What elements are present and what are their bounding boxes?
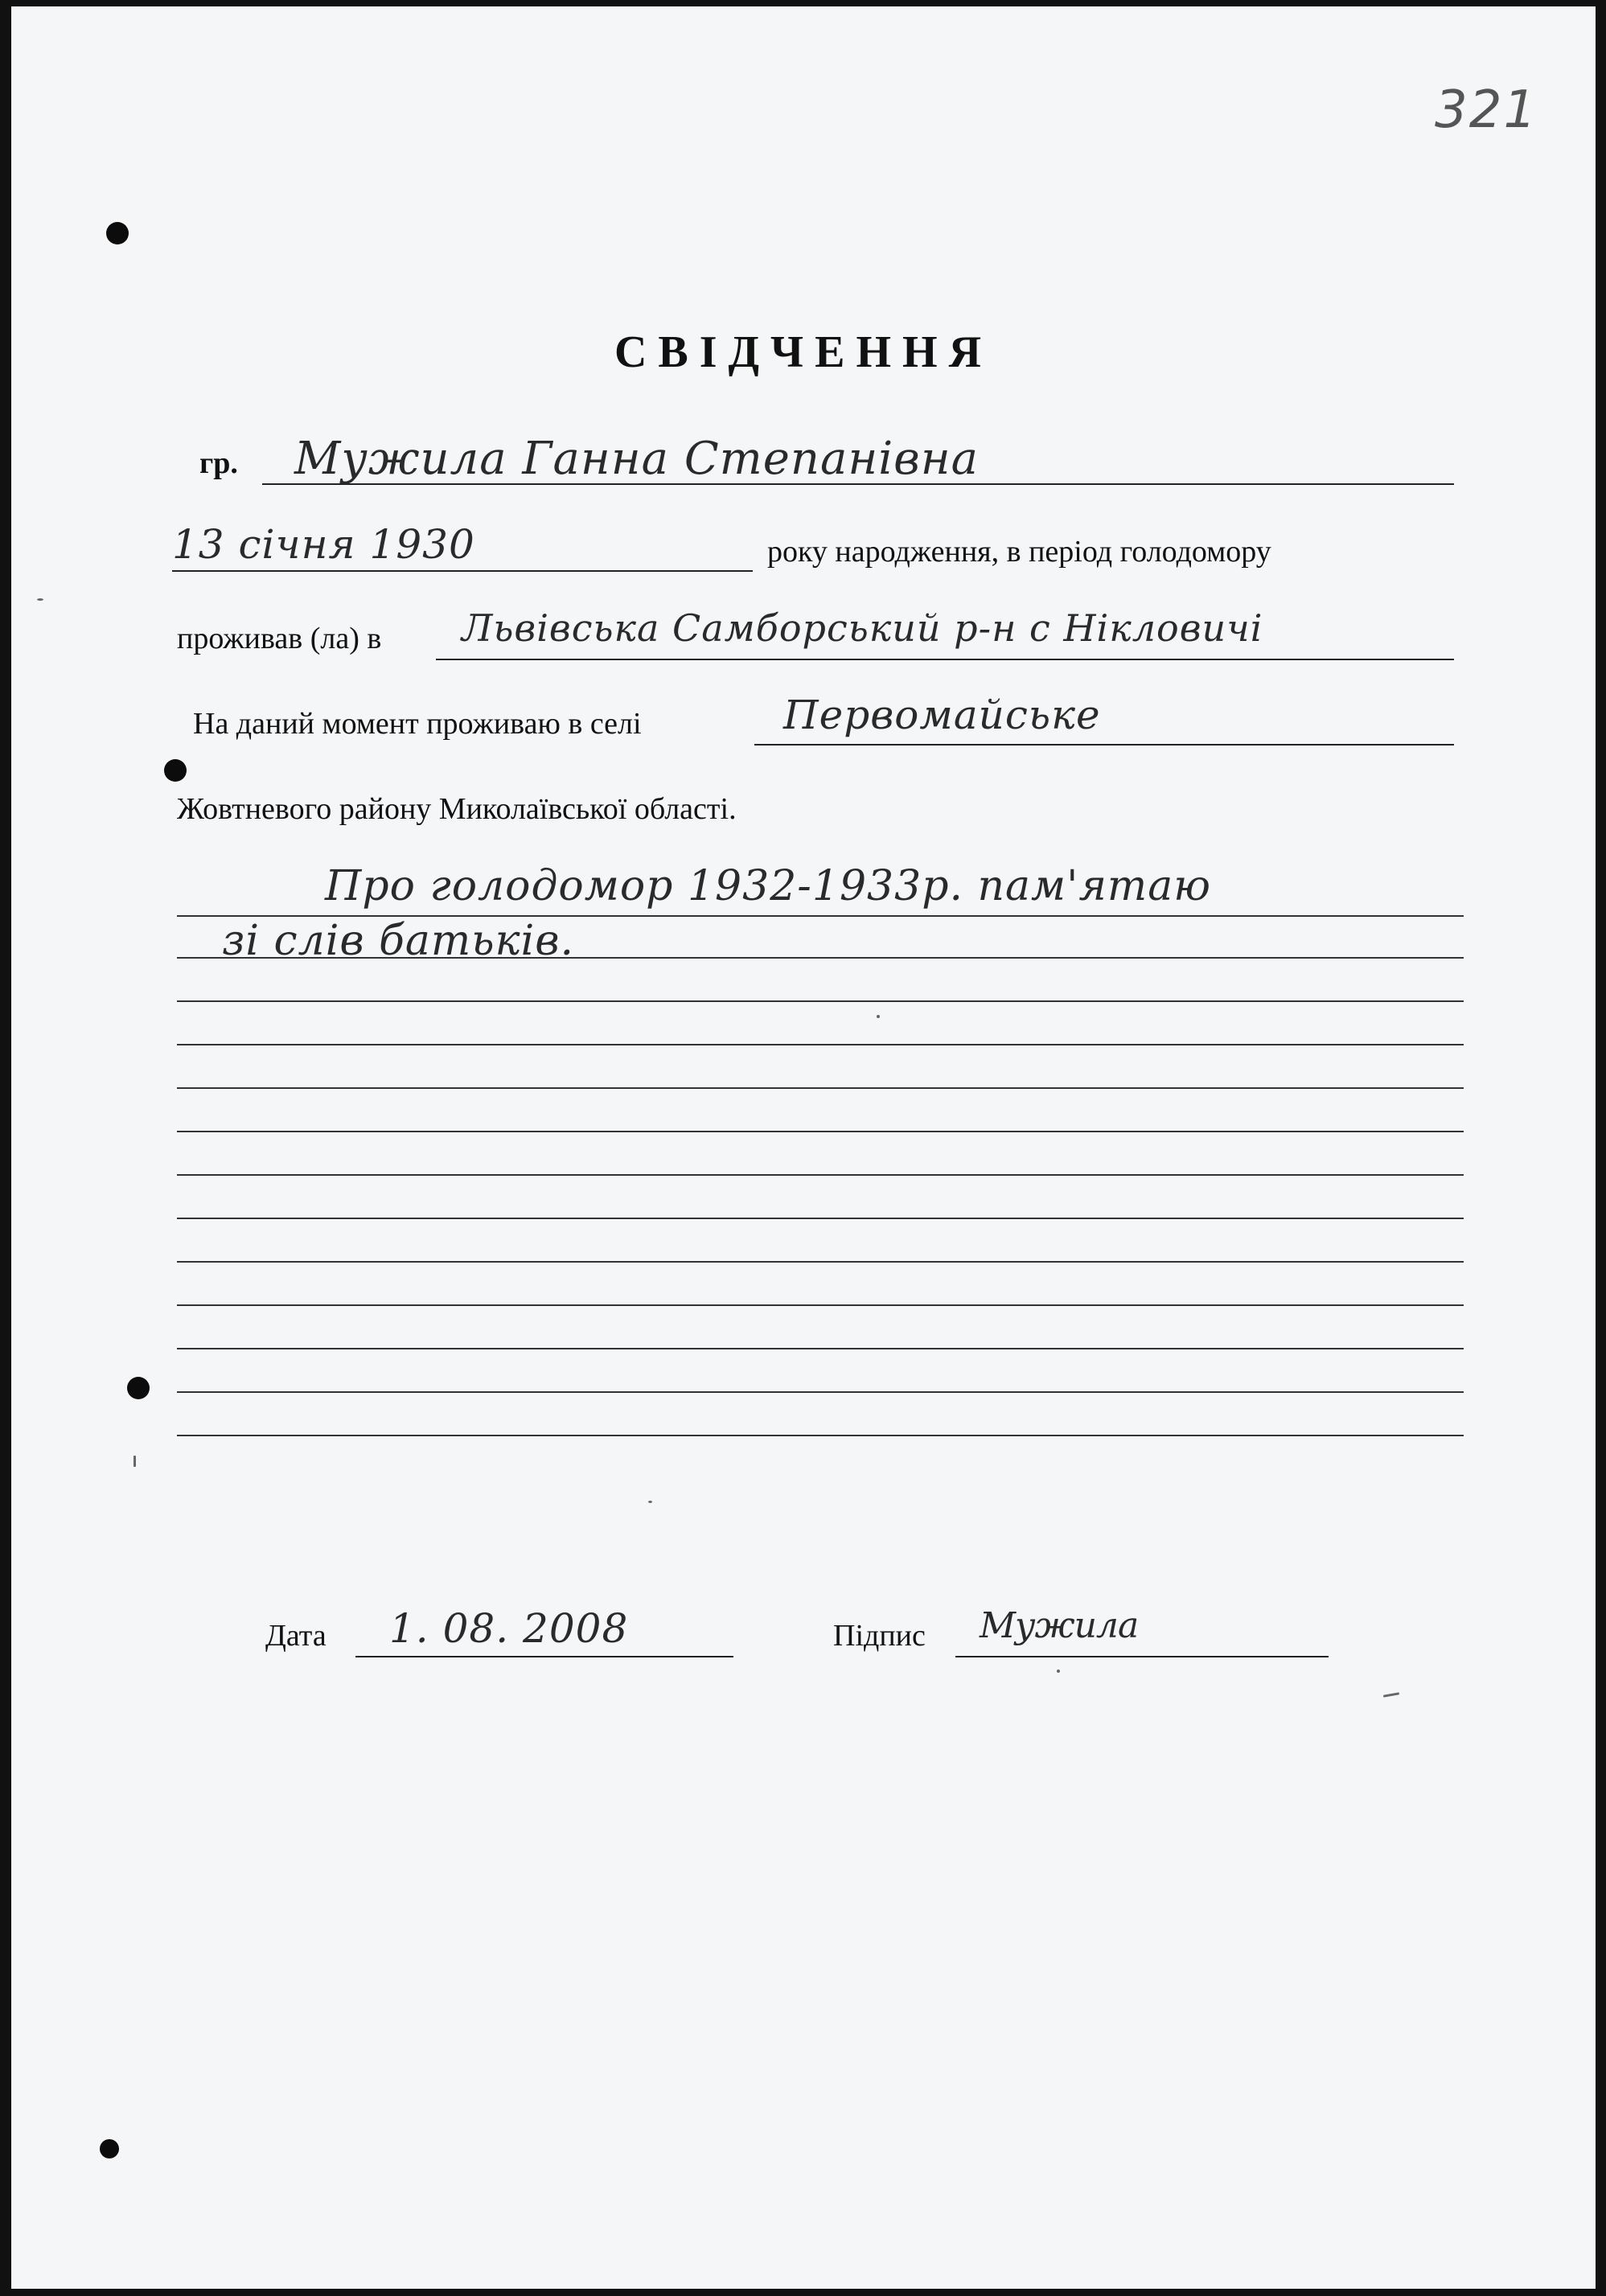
birth-date-value: 13 січня 1930 xyxy=(172,521,475,568)
testimony-line xyxy=(177,1261,1464,1263)
punch-hole xyxy=(127,1377,150,1399)
testimony-line xyxy=(177,1044,1464,1045)
testimony-line xyxy=(177,1435,1464,1436)
current-village-value: Первомайське xyxy=(783,692,1101,738)
punch-hole xyxy=(100,2139,119,2158)
signature-value: Мужила xyxy=(980,1605,1139,1646)
date-field xyxy=(355,1655,733,1657)
punch-hole xyxy=(106,222,129,244)
scan-speck xyxy=(37,598,43,601)
testimony-line xyxy=(177,1348,1464,1349)
signature-field xyxy=(955,1655,1329,1657)
residence-label: проживав (ла) в xyxy=(177,622,382,655)
scan-speck xyxy=(648,1501,652,1503)
signature-label: Підпис xyxy=(833,1619,926,1653)
citizen-label: гр. xyxy=(199,446,238,480)
testimony-text-line-1: Про голодомор 1932-1933р. пам'ятаю xyxy=(325,862,1211,910)
scan-speck xyxy=(1057,1670,1060,1673)
residence-value: Львівська Самборський р-н с Нікловичі xyxy=(462,606,1263,650)
scan-speck xyxy=(877,1015,880,1018)
testimony-line xyxy=(177,1000,1464,1002)
current-village-label: На даний момент проживаю в селі xyxy=(193,707,642,741)
citizen-name-value: Мужила Ганна Степанівна xyxy=(294,433,980,485)
testimony-line xyxy=(177,1218,1464,1219)
date-value: 1. 08. 2008 xyxy=(389,1605,629,1652)
document-title: СВІДЧЕННЯ xyxy=(614,327,993,377)
testimony-line xyxy=(177,1391,1464,1393)
current-village-field xyxy=(754,743,1454,745)
testimony-line xyxy=(177,1087,1464,1089)
scan-speck xyxy=(133,1456,136,1467)
district-line: Жовтневого району Миколаївської області. xyxy=(177,792,737,826)
testimony-line xyxy=(177,1131,1464,1132)
residence-field xyxy=(436,658,1454,660)
testimony-text-line-2: зі слів батьків. xyxy=(222,917,575,965)
page-number-handwritten: 321 xyxy=(1435,80,1538,140)
punch-hole xyxy=(164,759,187,782)
testimony-line xyxy=(177,1174,1464,1176)
document-page xyxy=(11,6,1596,2289)
date-label: Дата xyxy=(265,1619,327,1653)
birth-date-field xyxy=(172,569,753,572)
testimony-line xyxy=(177,1304,1464,1306)
scan-speck xyxy=(1383,1692,1399,1697)
birth-year-label: року народження, в період голодомору xyxy=(767,535,1271,569)
